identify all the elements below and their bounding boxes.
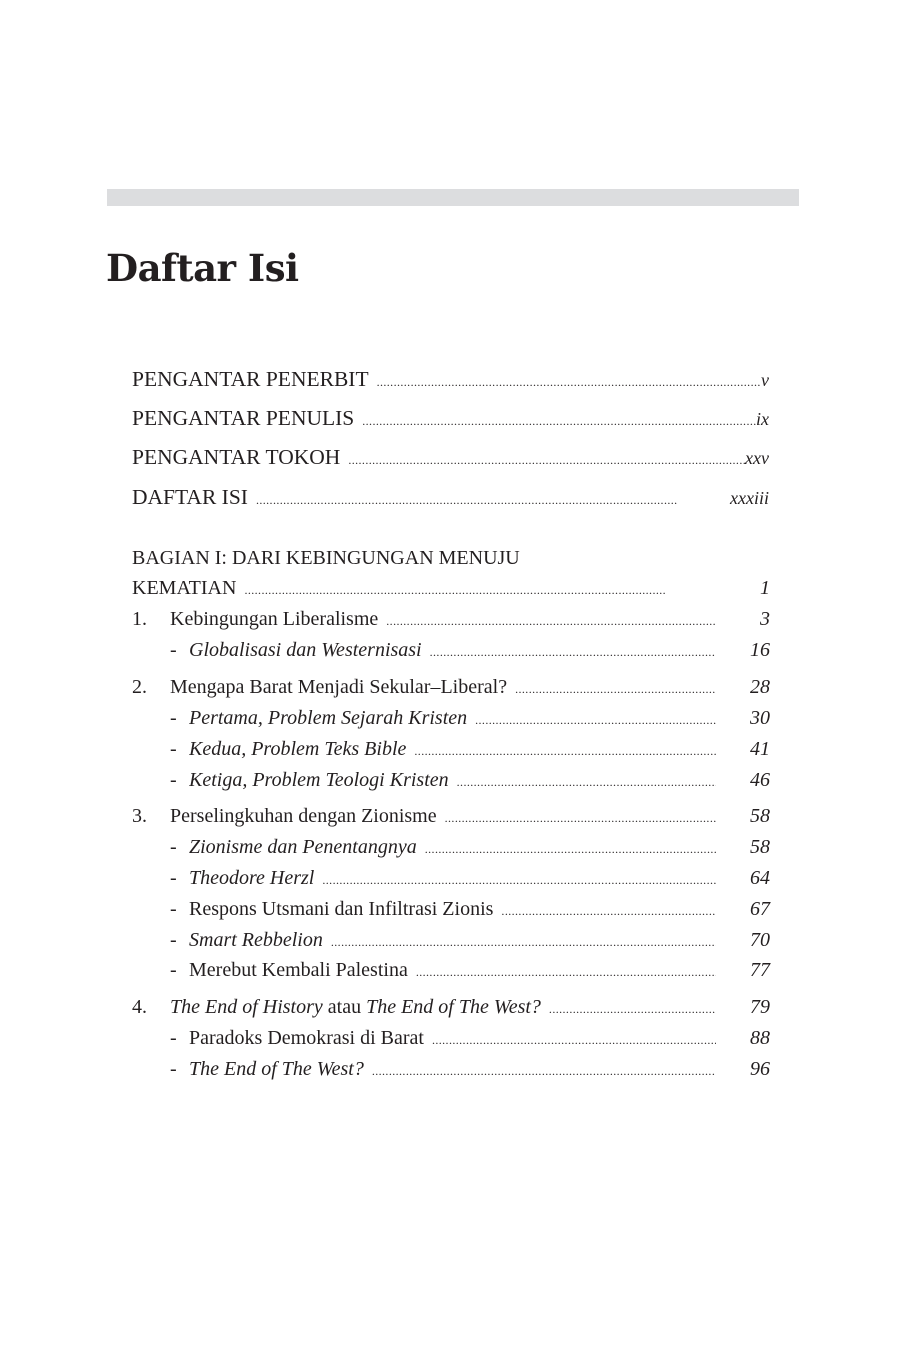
dot-leader: [541, 996, 716, 1022]
chapter-title: Kebingungan Liberalisme: [170, 608, 379, 630]
toc-page-number: 67: [750, 898, 770, 920]
sub-dash: -: [170, 1027, 177, 1049]
toc-entry-chapter: [170, 606, 716, 634]
section-title: Pertama, Problem Sejarah Kristen: [189, 707, 468, 729]
sub-dash: -: [170, 959, 177, 981]
toc-entry-section: [189, 637, 716, 665]
dot-leader: [248, 486, 730, 514]
toc-entry-label: PENGANTAR PENERBIT: [132, 367, 369, 391]
dot-leader: [424, 1027, 716, 1053]
toc-entry-chapter: [170, 994, 716, 1022]
toc-page-number: 64: [750, 867, 770, 889]
toc-page-number: 46: [750, 769, 770, 791]
toc-entry-chapter: [170, 803, 716, 831]
toc-entry-section: [189, 1025, 716, 1053]
sub-dash: -: [170, 639, 177, 661]
toc-entry-front: [132, 404, 769, 435]
chapter-number: 2.: [132, 676, 147, 698]
toc-page-number: 30: [750, 707, 770, 729]
part-heading-line2: [132, 575, 716, 603]
chapter-title: Perselingkuhan dengan Zionisme: [170, 805, 437, 827]
toc-entry-chapter: [170, 674, 716, 702]
sub-dash: -: [170, 738, 177, 760]
toc-page-number: 58: [750, 836, 770, 858]
sub-dash: -: [170, 769, 177, 791]
sub-dash: -: [170, 898, 177, 920]
section-title: Smart Rebbelion: [189, 929, 323, 951]
header-rule: [107, 189, 799, 206]
toc-entry-section: [189, 705, 716, 733]
section-title: Kedua, Problem Teks Bible: [189, 738, 407, 760]
chapter-title-part-c: The End of The West?: [366, 996, 541, 1018]
toc-page-number: xxxiii: [730, 488, 769, 508]
dot-leader: [364, 1058, 716, 1084]
toc-entry-section: [189, 865, 716, 893]
dot-leader: [417, 836, 716, 862]
section-title: Globalisasi dan Westernisasi: [189, 639, 422, 661]
toc-page-number: 79: [750, 996, 770, 1018]
toc-page-number: 96: [750, 1058, 770, 1080]
toc-entry-section: [189, 834, 716, 862]
dot-leader: [354, 407, 756, 435]
dot-leader: [340, 446, 745, 474]
toc-entry-label: PENGANTAR PENULIS: [132, 406, 355, 430]
toc-page-number: 77: [750, 959, 770, 981]
toc-entry-section: [189, 1056, 716, 1084]
dot-leader: [437, 805, 716, 831]
section-title: Merebut Kembali Palestina: [189, 959, 408, 981]
toc-page-number: xxv: [745, 448, 769, 468]
chapter-number: 3.: [132, 805, 147, 827]
dot-leader: [323, 929, 716, 955]
chapter-title-part-b: atau: [327, 996, 362, 1018]
toc-entry-section: [189, 957, 716, 985]
toc-entry-label: DAFTAR ISI: [132, 485, 248, 509]
dot-leader: [422, 639, 716, 665]
toc-page-number: ix: [756, 409, 769, 429]
chapter-number: 4.: [132, 996, 147, 1018]
sub-dash: -: [170, 707, 177, 729]
toc-entry-front: [132, 365, 769, 396]
dot-leader: [467, 707, 716, 733]
part-heading: BAGIAN I: DARI KEBINGUNGAN MENUJU: [132, 547, 520, 569]
toc-page-number: 3: [760, 608, 770, 630]
chapter-number: 1.: [132, 608, 147, 630]
dot-leader: [408, 959, 716, 985]
section-title: The End of The West?: [189, 1058, 364, 1080]
section-title: Zionisme dan Penentangnya: [189, 836, 417, 858]
toc-page-number: 70: [750, 929, 770, 951]
toc-page-number: 16: [750, 639, 770, 661]
dot-leader: [378, 608, 716, 634]
section-title: Ketiga, Problem Teologi Kristen: [189, 769, 449, 791]
toc-page-number: 88: [750, 1027, 770, 1049]
toc-entry-section: [189, 927, 716, 955]
toc-entry-front: [132, 483, 769, 514]
dot-leader: [314, 867, 716, 893]
toc-entry-section: [189, 767, 716, 795]
dot-leader: [369, 368, 761, 396]
toc-entry-section: [189, 896, 716, 924]
chapter-title: Mengapa Barat Menjadi Sekular–Liberal?: [170, 676, 508, 698]
sub-dash: -: [170, 929, 177, 951]
toc-page-number: 1: [760, 577, 770, 599]
sub-dash: -: [170, 867, 177, 889]
toc-entry-front: [132, 443, 769, 474]
dot-leader: [507, 676, 716, 702]
toc-page-number: 41: [750, 738, 770, 760]
toc-entry-section: [189, 736, 716, 764]
dot-leader: [406, 738, 716, 764]
chapter-title-part-a: The End of History: [170, 996, 323, 1018]
toc-page-number: v: [761, 370, 769, 390]
sub-dash: -: [170, 1058, 177, 1080]
part-heading-label: KEMATIAN: [132, 577, 237, 599]
dot-leader: [493, 898, 716, 924]
section-title: Respons Utsmani dan Infiltrasi Zionis: [189, 898, 494, 920]
section-title: Theodore Herzl: [189, 867, 315, 889]
toc-page-number: 58: [750, 805, 770, 827]
sub-dash: -: [170, 836, 177, 858]
dot-leader: [236, 577, 716, 603]
toc-page-number: 28: [750, 676, 770, 698]
dot-leader: [449, 769, 716, 795]
section-title: Paradoks Demokrasi di Barat: [189, 1027, 424, 1049]
toc-entry-label: PENGANTAR TOKOH: [132, 445, 341, 469]
page-title: Daftar Isi: [106, 246, 299, 290]
